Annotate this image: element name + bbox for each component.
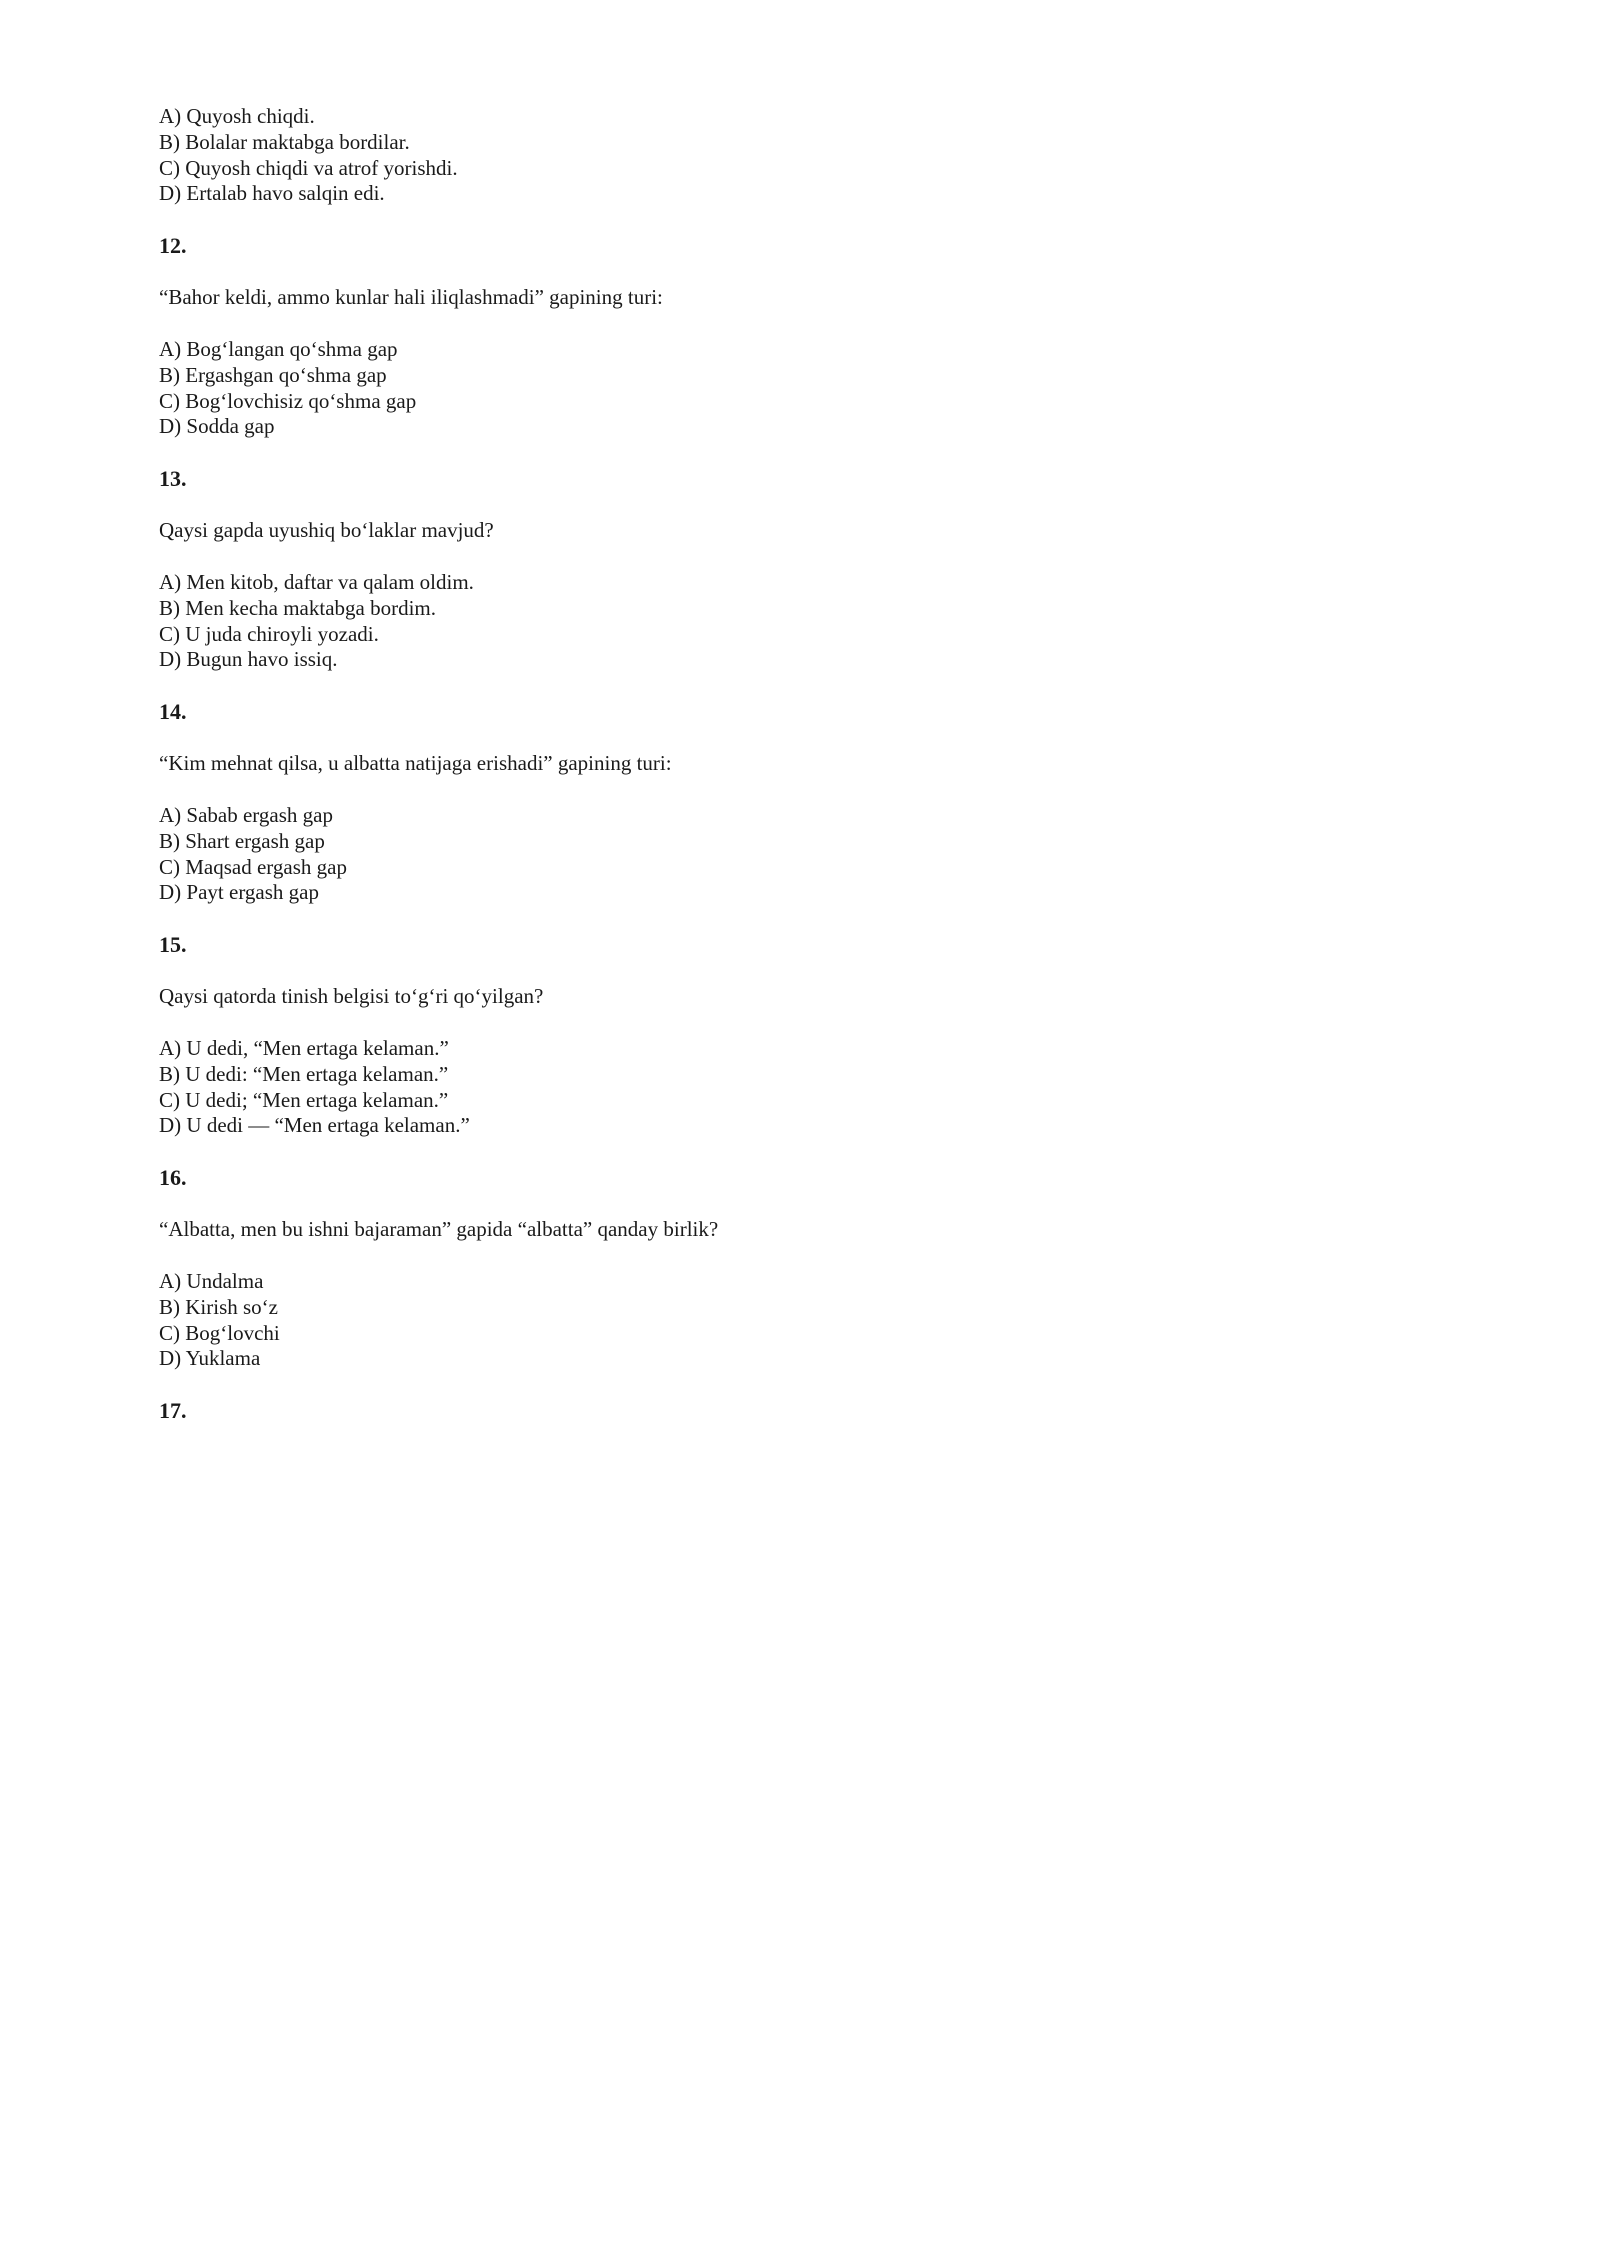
question-16 [159, 1165, 1039, 1372]
option-d: D) Yuklama [159, 1346, 261, 1371]
document-page [159, 104, 1039, 1450]
option-b: B) Shart ergash gap [159, 828, 325, 853]
option-b: B) Bolalar maktabga bordilar. [159, 129, 410, 154]
question-number: 15. [159, 932, 187, 958]
option-b: B) Ergashgan qo‘shma gap [159, 362, 387, 387]
option-c: C) Bog‘lovchi [159, 1320, 280, 1345]
option-c: C) U dedi; “Men ertaga kelaman.” [159, 1087, 449, 1112]
option-c: C) Maqsad ergash gap [159, 854, 347, 879]
question-15 [159, 932, 1039, 1139]
option-c: C) Bog‘lovchisiz qo‘shma gap [159, 388, 417, 413]
question-number: 17. [159, 1398, 187, 1424]
question-13 [159, 466, 1039, 673]
question-number: 12. [159, 233, 187, 259]
question-17 [159, 1398, 1039, 1424]
option-d: D) U dedi — “Men ertaga kelaman.” [159, 1113, 470, 1138]
question-text: “Kim mehnat qilsa, u albatta natijaga erishadi” gapining turi: [159, 751, 672, 776]
option-c: C) Quyosh chiqdi va atrof yorishdi. [159, 155, 458, 180]
option-d: D) Bugun havo issiq. [159, 647, 338, 672]
option-c: C) U juda chiroyli yozadi. [159, 621, 379, 646]
option-a: A) Bog‘langan qo‘shma gap [159, 336, 398, 361]
option-a: A) Men kitob, daftar va qalam oldim. [159, 569, 474, 594]
option-d: D) Payt ergash gap [159, 880, 319, 905]
option-a: A) Undalma [159, 1268, 264, 1293]
option-a: A) Quyosh chiqdi. [159, 104, 315, 128]
question-text: “Bahor keldi, ammo kunlar hali iliqlashmadi” gapining turi: [159, 285, 663, 310]
question-text: Qaysi gapda uyushiq bo‘laklar mavjud? [159, 518, 494, 543]
option-d: D) Sodda gap [159, 414, 275, 439]
previous-question-options [159, 104, 1039, 207]
question-number: 16. [159, 1165, 187, 1191]
option-a: A) Sabab ergash gap [159, 802, 333, 827]
question-number: 14. [159, 699, 187, 725]
question-text: “Albatta, men bu ishni bajaraman” gapida “albatta” qanday birlik? [159, 1217, 719, 1242]
option-b: B) U dedi: “Men ertaga kelaman.” [159, 1061, 449, 1086]
question-14 [159, 699, 1039, 906]
option-b: B) Men kecha maktabga bordim. [159, 595, 436, 620]
option-d: D) Ertalab havo salqin edi. [159, 181, 385, 206]
option-a: A) U dedi, “Men ertaga kelaman.” [159, 1035, 449, 1060]
question-text: Qaysi qatorda tinish belgisi to‘g‘ri qo‘yilgan? [159, 984, 544, 1009]
question-12 [159, 233, 1039, 440]
question-number: 13. [159, 466, 187, 492]
option-b: B) Kirish so‘z [159, 1294, 278, 1319]
